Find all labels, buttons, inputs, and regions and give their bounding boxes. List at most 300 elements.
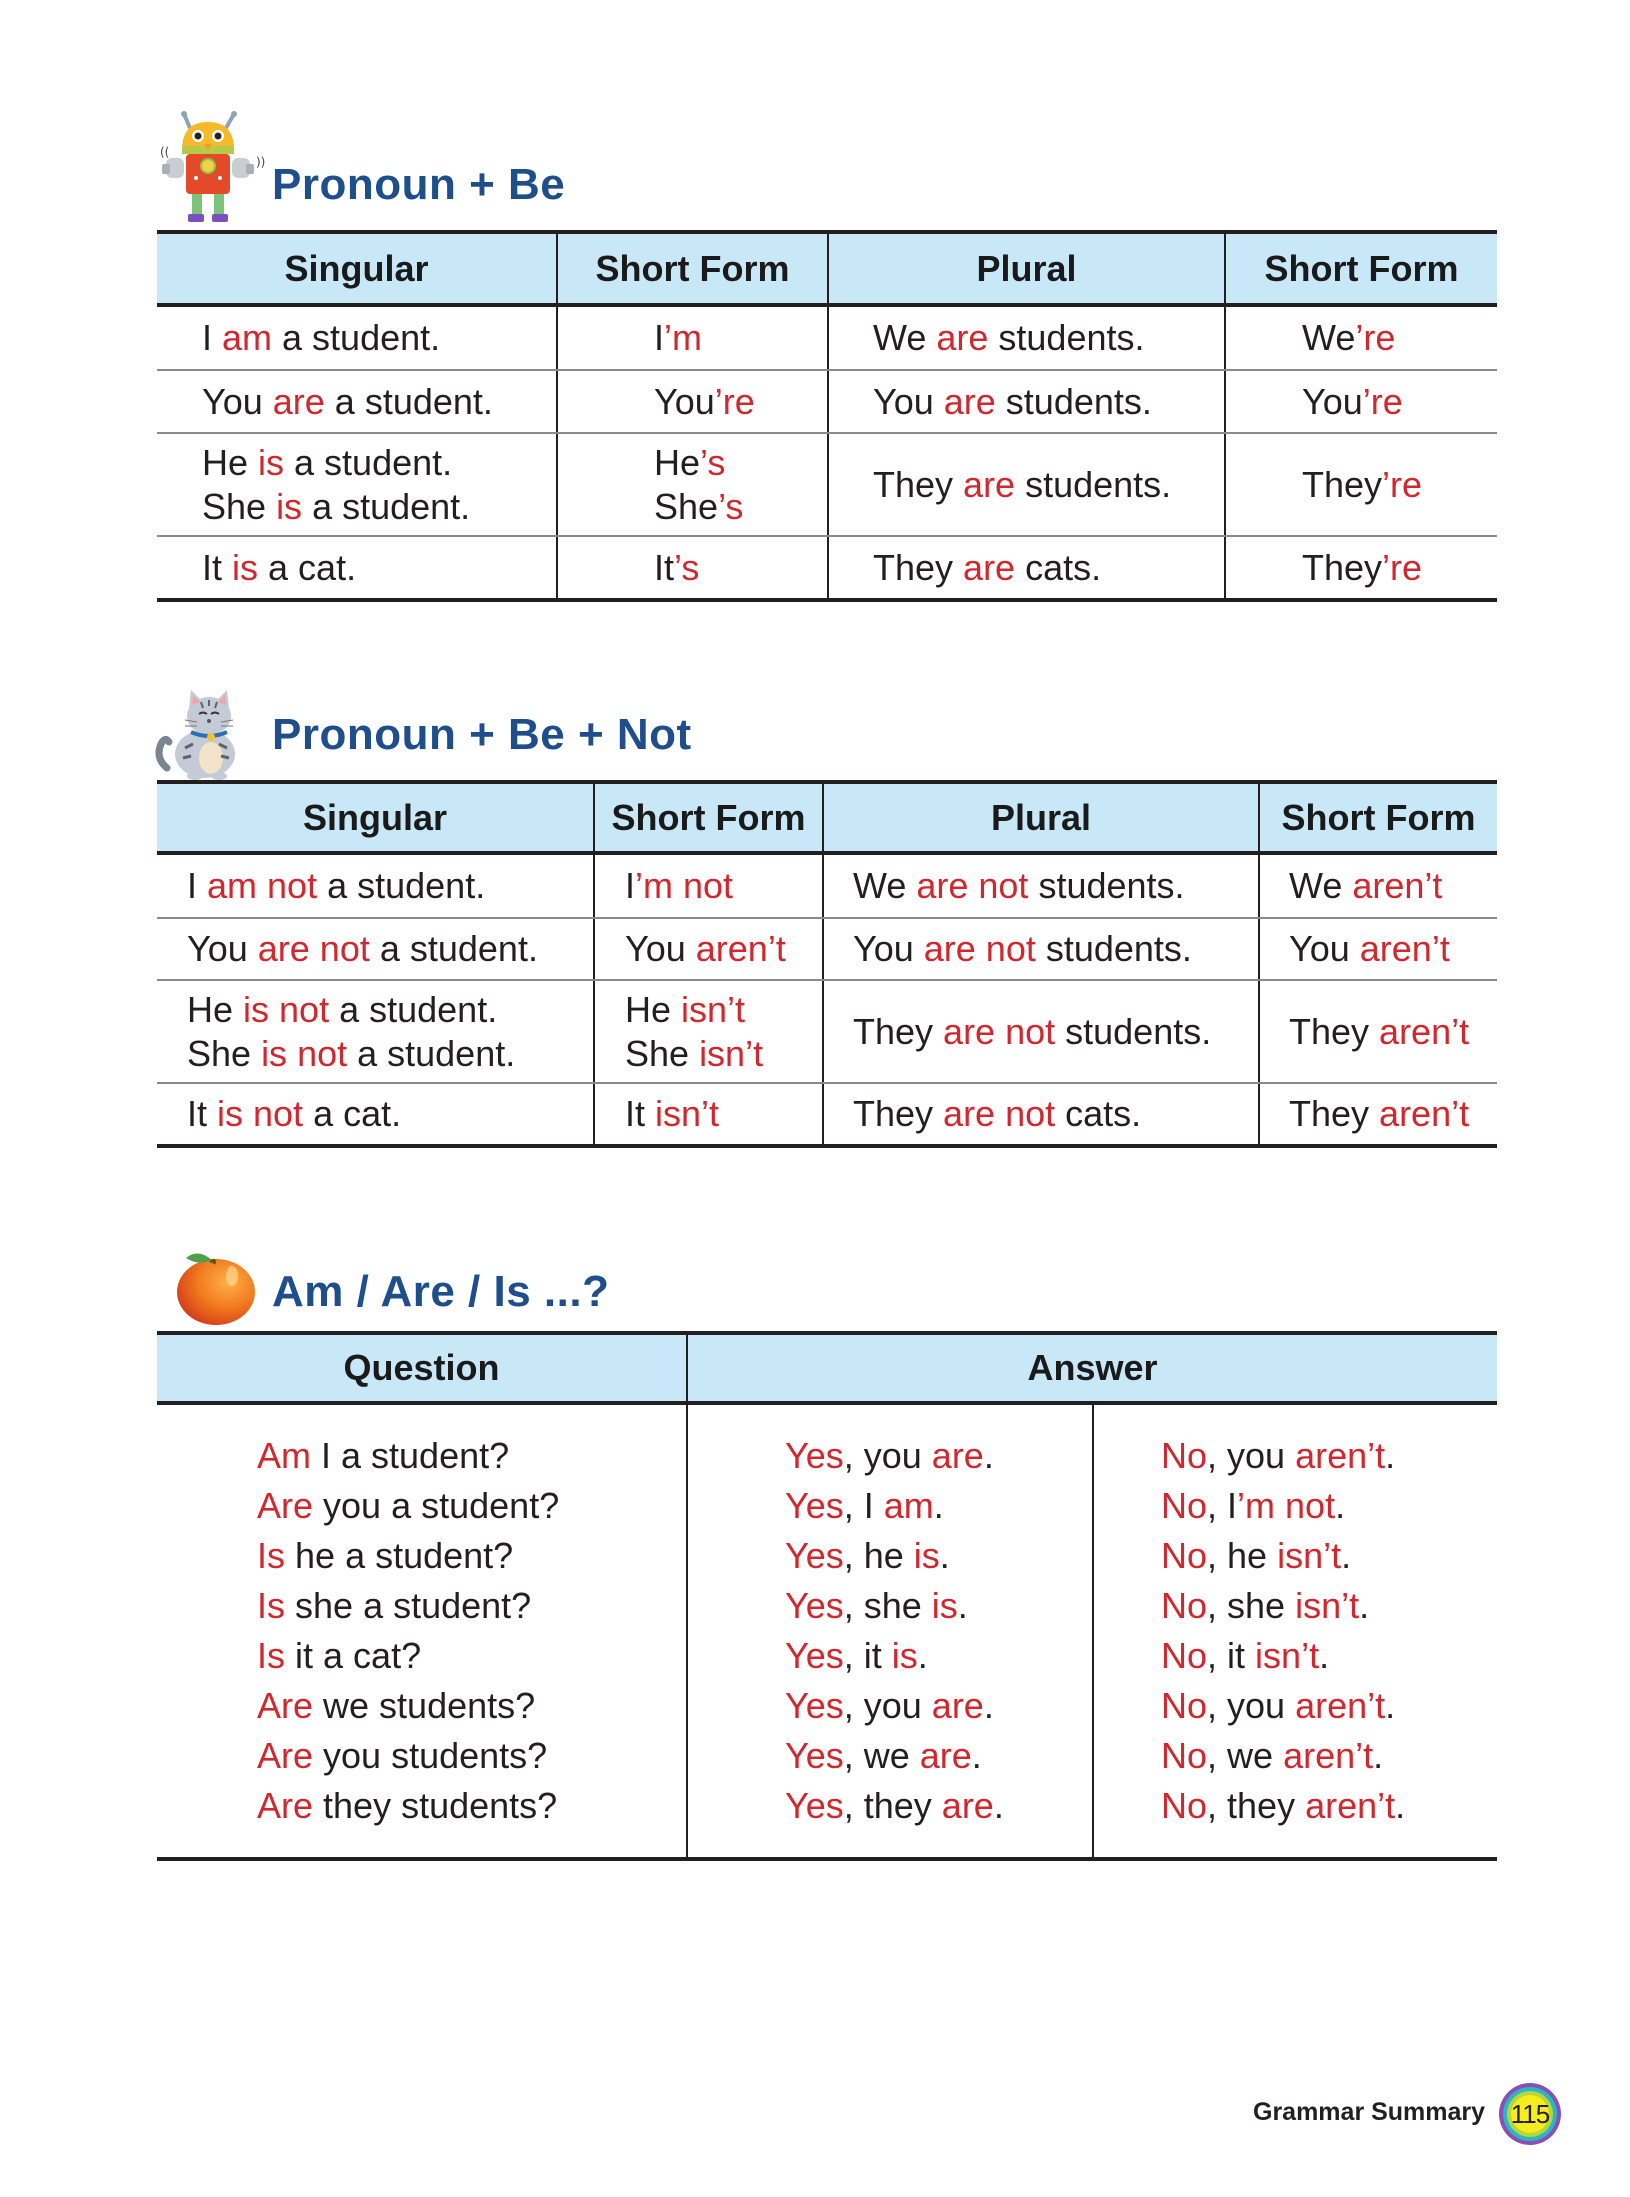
singular-short-form-cell <box>593 855 822 917</box>
table-body <box>157 307 1497 598</box>
yes-answer-column <box>686 1405 1092 1857</box>
highlighted-verb: ’m <box>664 317 703 358</box>
text-line <box>1289 1010 1497 1054</box>
svg-text:((: (( <box>160 145 170 159</box>
text-fragment: a student. <box>302 485 471 527</box>
highlighted-verb: isn’t <box>681 988 746 1030</box>
text-fragment: We <box>1289 865 1353 906</box>
text-fragment: , you <box>1207 1435 1296 1476</box>
text-line <box>1302 380 1497 424</box>
section-title-pronoun-be-not: Pronoun + Be + Not <box>272 710 692 759</box>
text-fragment: They <box>1289 1010 1380 1052</box>
text-fragment: We <box>873 317 937 358</box>
text-line <box>187 988 593 1032</box>
text-line <box>625 1092 822 1136</box>
singular-cell <box>157 981 593 1082</box>
header-question: Question <box>343 1347 500 1388</box>
yes-answer-line <box>785 1681 1092 1731</box>
text-line <box>1302 316 1497 360</box>
highlighted-verb: am <box>883 1485 934 1526</box>
table-row <box>157 917 1497 979</box>
text-line <box>853 1092 1258 1136</box>
table-row <box>157 855 1497 917</box>
highlighted-verb: isn’t <box>1255 1635 1320 1676</box>
highlighted-verb: aren’t <box>695 928 786 969</box>
singular-short-form-cell <box>556 371 827 432</box>
yes-answer-line <box>785 1531 1092 1581</box>
highlighted-verb: are not <box>923 928 1036 969</box>
text-fragment: you students? <box>313 1735 548 1776</box>
no-answer-line <box>1161 1531 1497 1581</box>
highlighted-verb: aren’t <box>1283 1735 1374 1776</box>
highlighted-verb: No <box>1161 1485 1208 1526</box>
highlighted-verb: Are <box>257 1785 314 1826</box>
text-fragment: a student. <box>272 317 441 358</box>
plural-cell <box>827 307 1224 369</box>
text-fragment: they students? <box>313 1785 558 1826</box>
robot-icon <box>160 110 270 230</box>
question-line <box>257 1631 686 1681</box>
text-fragment: You <box>625 928 696 969</box>
text-fragment: . <box>971 1735 982 1776</box>
no-answer-column <box>1092 1405 1497 1857</box>
text-line <box>1302 463 1497 507</box>
text-line <box>1302 546 1497 590</box>
highlighted-verb: isn’t <box>655 1093 720 1134</box>
text-line <box>654 485 827 529</box>
no-answer-line <box>1161 1781 1497 1831</box>
text-line <box>853 864 1258 908</box>
text-fragment: It <box>654 546 675 588</box>
highlighted-verb: Are <box>257 1735 314 1776</box>
highlighted-verb: Are <box>257 1685 314 1726</box>
text-fragment: . <box>917 1635 928 1676</box>
highlighted-verb: isn’t <box>1277 1535 1342 1576</box>
plural-short-form-cell <box>1258 1084 1497 1144</box>
text-fragment: a student. <box>324 380 493 422</box>
text-fragment: , she <box>843 1585 932 1626</box>
highlighted-verb: Yes <box>785 1585 844 1626</box>
text-fragment: . <box>1373 1735 1384 1776</box>
am-are-is-table <box>157 1331 1497 1861</box>
highlighted-verb: are <box>963 546 1016 588</box>
highlighted-verb: are not <box>257 928 370 969</box>
text-fragment: , I <box>1207 1485 1238 1526</box>
text-fragment: We <box>853 865 917 906</box>
plural-short-form-cell <box>1224 307 1497 369</box>
badge-ring <box>1503 2087 1557 2141</box>
cat-icon <box>155 688 255 780</box>
text-fragment: . <box>1341 1535 1352 1576</box>
text-line <box>202 316 556 360</box>
highlighted-verb: are <box>943 380 996 422</box>
header-short-form-plural: Short Form <box>1224 234 1497 303</box>
text-fragment: , we <box>1207 1735 1284 1776</box>
highlighted-verb: Are <box>257 1485 314 1526</box>
text-fragment: it a cat? <box>285 1635 422 1676</box>
singular-cell <box>157 537 556 598</box>
text-fragment: a student. <box>284 441 453 483</box>
highlighted-verb: aren’t <box>1295 1435 1386 1476</box>
text-fragment: She <box>625 1032 700 1074</box>
text-line <box>187 1032 593 1076</box>
highlighted-verb: aren’t <box>1379 1010 1470 1052</box>
highlighted-verb: are <box>272 380 325 422</box>
text-fragment: You <box>202 380 273 422</box>
singular-cell <box>157 855 593 917</box>
highlighted-verb: Yes <box>785 1785 844 1826</box>
table-row <box>157 979 1497 1082</box>
highlighted-verb: No <box>1161 1785 1208 1826</box>
text-line <box>654 316 827 360</box>
singular-cell <box>157 919 593 979</box>
text-fragment: They <box>1302 546 1383 588</box>
page-number: 115 <box>1511 2095 1549 2133</box>
text-line <box>654 441 827 485</box>
text-fragment: . <box>1335 1485 1346 1526</box>
no-answer-line <box>1161 1581 1497 1631</box>
text-line <box>187 864 593 908</box>
highlighted-verb: is not <box>261 1032 348 1074</box>
text-line <box>625 864 822 908</box>
plural-cell <box>822 981 1258 1082</box>
text-fragment: They <box>853 1010 944 1052</box>
highlighted-verb: Is <box>257 1585 286 1626</box>
highlighted-verb: aren’t <box>1295 1685 1386 1726</box>
singular-short-form-cell <box>593 1084 822 1144</box>
text-fragment: It <box>202 546 233 588</box>
highlighted-verb: ’re <box>1382 546 1423 588</box>
plural-cell <box>822 1084 1258 1144</box>
yes-answer-line <box>785 1731 1092 1781</box>
highlighted-verb: Is <box>257 1635 286 1676</box>
highlighted-verb: Yes <box>785 1485 844 1526</box>
text-fragment: a cat. <box>258 546 357 588</box>
yes-answer-line <box>785 1581 1092 1631</box>
text-line <box>202 546 556 590</box>
no-answer-line <box>1161 1631 1497 1681</box>
singular-short-form-cell <box>593 981 822 1082</box>
text-line <box>625 988 822 1032</box>
text-line <box>853 927 1258 971</box>
highlighted-verb: is <box>931 1585 958 1626</box>
text-fragment: I <box>654 317 665 358</box>
highlighted-verb: No <box>1161 1635 1208 1676</box>
header-short-form-plural: Short Form <box>1258 784 1497 851</box>
header-plural: Plural <box>827 234 1224 303</box>
table-row <box>157 535 1497 598</box>
plural-short-form-cell <box>1224 371 1497 432</box>
highlighted-verb: No <box>1161 1685 1208 1726</box>
text-fragment: , we <box>843 1735 920 1776</box>
text-fragment: . <box>983 1435 994 1476</box>
text-fragment: , they <box>1207 1785 1306 1826</box>
text-fragment: you a student? <box>313 1485 560 1526</box>
page-number-badge <box>1499 2083 1561 2145</box>
text-fragment: She <box>187 1032 262 1074</box>
highlighted-verb: is <box>276 485 303 527</box>
text-line <box>625 1032 822 1076</box>
highlighted-verb: ’re <box>1382 463 1423 505</box>
section-title-am-are-is: Am / Are / Is ...? <box>272 1267 610 1316</box>
highlighted-verb: Am <box>257 1435 311 1476</box>
table-row <box>157 369 1497 432</box>
question-line <box>257 1581 686 1631</box>
text-fragment: She <box>202 485 277 527</box>
no-answer-line <box>1161 1681 1497 1731</box>
highlighted-verb: are <box>931 1685 984 1726</box>
singular-short-form-cell <box>556 307 827 369</box>
highlighted-verb: is not <box>243 988 330 1030</box>
table-header <box>157 1335 1497 1405</box>
table-header <box>157 784 1497 855</box>
highlighted-verb: ’m not <box>635 865 734 906</box>
text-line <box>654 546 827 590</box>
text-fragment: , she <box>1207 1585 1296 1626</box>
text-fragment: They <box>853 1093 944 1134</box>
no-answer-line <box>1161 1431 1497 1481</box>
text-line <box>873 316 1224 360</box>
highlighted-verb: aren’t <box>1305 1785 1396 1826</box>
highlighted-verb: aren’t <box>1379 1093 1470 1134</box>
highlighted-verb: is <box>258 441 285 483</box>
highlighted-verb: Yes <box>785 1535 844 1576</box>
question-line <box>257 1531 686 1581</box>
text-fragment: students. <box>1015 463 1172 505</box>
no-answer-line <box>1161 1481 1497 1531</box>
text-fragment: she a student? <box>285 1585 532 1626</box>
text-fragment: . <box>1395 1785 1406 1826</box>
table-header <box>157 234 1497 307</box>
table-row <box>157 1082 1497 1144</box>
text-fragment: He <box>625 988 682 1030</box>
highlighted-verb: are <box>919 1735 972 1776</box>
text-fragment: I a student? <box>311 1435 510 1476</box>
text-line <box>654 380 827 424</box>
highlighted-verb: aren’t <box>1359 928 1450 969</box>
table-body <box>157 855 1497 1144</box>
highlighted-verb: am <box>222 317 273 358</box>
singular-short-form-cell <box>593 919 822 979</box>
question-line <box>257 1431 686 1481</box>
highlighted-verb: Yes <box>785 1635 844 1676</box>
text-fragment: a cat. <box>303 1093 402 1134</box>
plural-cell <box>822 855 1258 917</box>
text-line <box>1289 927 1497 971</box>
text-fragment: . <box>1319 1635 1330 1676</box>
text-fragment: He <box>187 988 244 1030</box>
highlighted-verb: are <box>963 463 1016 505</box>
highlighted-verb: am not <box>207 865 318 906</box>
highlighted-verb: are <box>941 1785 994 1826</box>
text-fragment: students. <box>1028 865 1185 906</box>
highlighted-verb: ’m not <box>1237 1485 1336 1526</box>
highlighted-verb: Yes <box>785 1435 844 1476</box>
text-line <box>202 380 556 424</box>
singular-cell <box>157 307 556 369</box>
text-fragment: You <box>654 380 715 422</box>
text-fragment: . <box>939 1535 950 1576</box>
text-fragment: students. <box>1055 1010 1212 1052</box>
singular-short-form-cell <box>556 537 827 598</box>
text-line <box>625 927 822 971</box>
text-fragment: students. <box>995 380 1152 422</box>
text-line <box>187 1092 593 1136</box>
table-row <box>157 307 1497 369</box>
question-line <box>257 1481 686 1531</box>
text-fragment: He <box>654 441 701 483</box>
yes-answer-line <box>785 1431 1092 1481</box>
text-fragment: a student. <box>369 928 538 969</box>
highlighted-verb: Yes <box>785 1735 844 1776</box>
text-fragment: , I <box>843 1485 884 1526</box>
header-singular: Singular <box>284 247 429 289</box>
singular-cell <box>157 371 556 432</box>
text-line <box>853 1010 1258 1054</box>
text-fragment: , they <box>843 1785 942 1826</box>
highlighted-verb: isn’t <box>699 1032 764 1074</box>
table-body <box>157 1405 1497 1857</box>
text-line <box>1289 1092 1497 1136</box>
question-line <box>257 1681 686 1731</box>
plural-cell <box>827 537 1224 598</box>
highlighted-verb: No <box>1161 1735 1208 1776</box>
question-line <box>257 1731 686 1781</box>
highlighted-verb: ’re <box>1362 380 1403 422</box>
svg-text:)): )) <box>256 155 266 169</box>
plural-cell <box>827 371 1224 432</box>
text-fragment: I <box>187 865 208 906</box>
text-fragment: . <box>993 1785 1004 1826</box>
text-fragment: You <box>873 380 944 422</box>
text-fragment: He <box>202 441 259 483</box>
text-fragment: students. <box>988 317 1145 358</box>
text-fragment: , he <box>843 1535 914 1576</box>
text-fragment: cats. <box>1015 546 1102 588</box>
yes-answer-line <box>785 1631 1092 1681</box>
highlighted-verb: ’re <box>714 380 755 422</box>
text-fragment: You <box>1289 928 1360 969</box>
plural-short-form-cell <box>1258 981 1497 1082</box>
highlighted-verb: are <box>936 317 989 358</box>
text-fragment: We <box>1302 317 1356 358</box>
pronoun-be-not-table <box>157 780 1497 1148</box>
highlighted-verb: ’re <box>1355 317 1396 358</box>
highlighted-verb: is not <box>217 1093 304 1134</box>
text-fragment: a student. <box>317 865 486 906</box>
text-fragment: I <box>202 317 223 358</box>
highlighted-verb: ’s <box>700 441 726 483</box>
text-fragment: , it <box>843 1635 892 1676</box>
plural-short-form-cell <box>1258 855 1497 917</box>
plural-short-form-cell <box>1224 434 1497 535</box>
text-fragment: You <box>853 928 924 969</box>
highlighted-verb: No <box>1161 1585 1208 1626</box>
yes-answer-line <box>785 1781 1092 1831</box>
text-fragment: . <box>933 1485 944 1526</box>
singular-short-form-cell <box>556 434 827 535</box>
yes-answer-line <box>785 1481 1092 1531</box>
text-line <box>873 463 1224 507</box>
text-fragment: She <box>654 485 719 527</box>
text-fragment: You <box>1302 380 1363 422</box>
text-line <box>873 546 1224 590</box>
text-fragment: It <box>187 1093 218 1134</box>
highlighted-verb: is <box>232 546 259 588</box>
highlighted-verb: ’s <box>674 546 700 588</box>
highlighted-verb: are not <box>943 1093 1056 1134</box>
text-line <box>202 441 556 485</box>
no-answer-line <box>1161 1731 1497 1781</box>
text-fragment: , you <box>843 1435 932 1476</box>
plural-cell <box>822 919 1258 979</box>
text-line <box>1289 864 1497 908</box>
text-fragment: They <box>873 463 964 505</box>
text-line <box>202 485 556 529</box>
text-fragment: a student. <box>329 988 498 1030</box>
highlighted-verb: No <box>1161 1535 1208 1576</box>
plural-short-form-cell <box>1224 537 1497 598</box>
text-fragment: . <box>957 1585 968 1626</box>
text-fragment: I <box>625 865 636 906</box>
text-line <box>187 927 593 971</box>
pronoun-be-table <box>157 230 1497 602</box>
plural-short-form-cell <box>1258 919 1497 979</box>
text-fragment: . <box>983 1685 994 1726</box>
highlighted-verb: are <box>931 1435 984 1476</box>
question-line <box>257 1781 686 1831</box>
text-fragment: . <box>1359 1585 1370 1626</box>
text-fragment: . <box>1385 1685 1396 1726</box>
question-column <box>157 1405 686 1857</box>
plural-cell <box>827 434 1224 535</box>
text-fragment: students. <box>1035 928 1192 969</box>
text-fragment: we students? <box>313 1685 536 1726</box>
text-fragment: , he <box>1207 1535 1278 1576</box>
highlighted-verb: isn’t <box>1295 1585 1360 1626</box>
text-line <box>873 380 1224 424</box>
header-short-form: Short Form <box>593 784 822 851</box>
highlighted-verb: ’s <box>718 485 744 527</box>
header-singular: Singular <box>302 796 448 838</box>
table-row <box>157 432 1497 535</box>
highlighted-verb: aren’t <box>1352 865 1443 906</box>
text-fragment: They <box>873 546 964 588</box>
text-fragment: It <box>625 1093 656 1134</box>
text-fragment: You <box>187 928 258 969</box>
highlighted-verb: are not <box>943 1010 1056 1052</box>
highlighted-verb: No <box>1161 1435 1208 1476</box>
text-fragment: cats. <box>1055 1093 1142 1134</box>
text-fragment: , you <box>843 1685 932 1726</box>
section-title-pronoun-be: Pronoun + Be <box>272 160 566 209</box>
highlighted-verb: are not <box>916 865 1029 906</box>
header-short-form: Short Form <box>556 234 827 303</box>
header-answer: Answer <box>686 1335 1497 1401</box>
highlighted-verb: Yes <box>785 1685 844 1726</box>
highlighted-verb: is <box>913 1535 940 1576</box>
highlighted-verb: is <box>891 1635 918 1676</box>
highlighted-verb: Is <box>257 1535 286 1576</box>
text-fragment: , it <box>1207 1635 1256 1676</box>
text-fragment: , you <box>1207 1685 1296 1726</box>
header-plural: Plural <box>822 784 1258 851</box>
badge-ring-inner <box>1507 2091 1553 2137</box>
text-fragment: They <box>1289 1093 1380 1134</box>
singular-cell <box>157 434 556 535</box>
text-fragment: he a student? <box>285 1535 514 1576</box>
text-fragment: . <box>1385 1435 1396 1476</box>
